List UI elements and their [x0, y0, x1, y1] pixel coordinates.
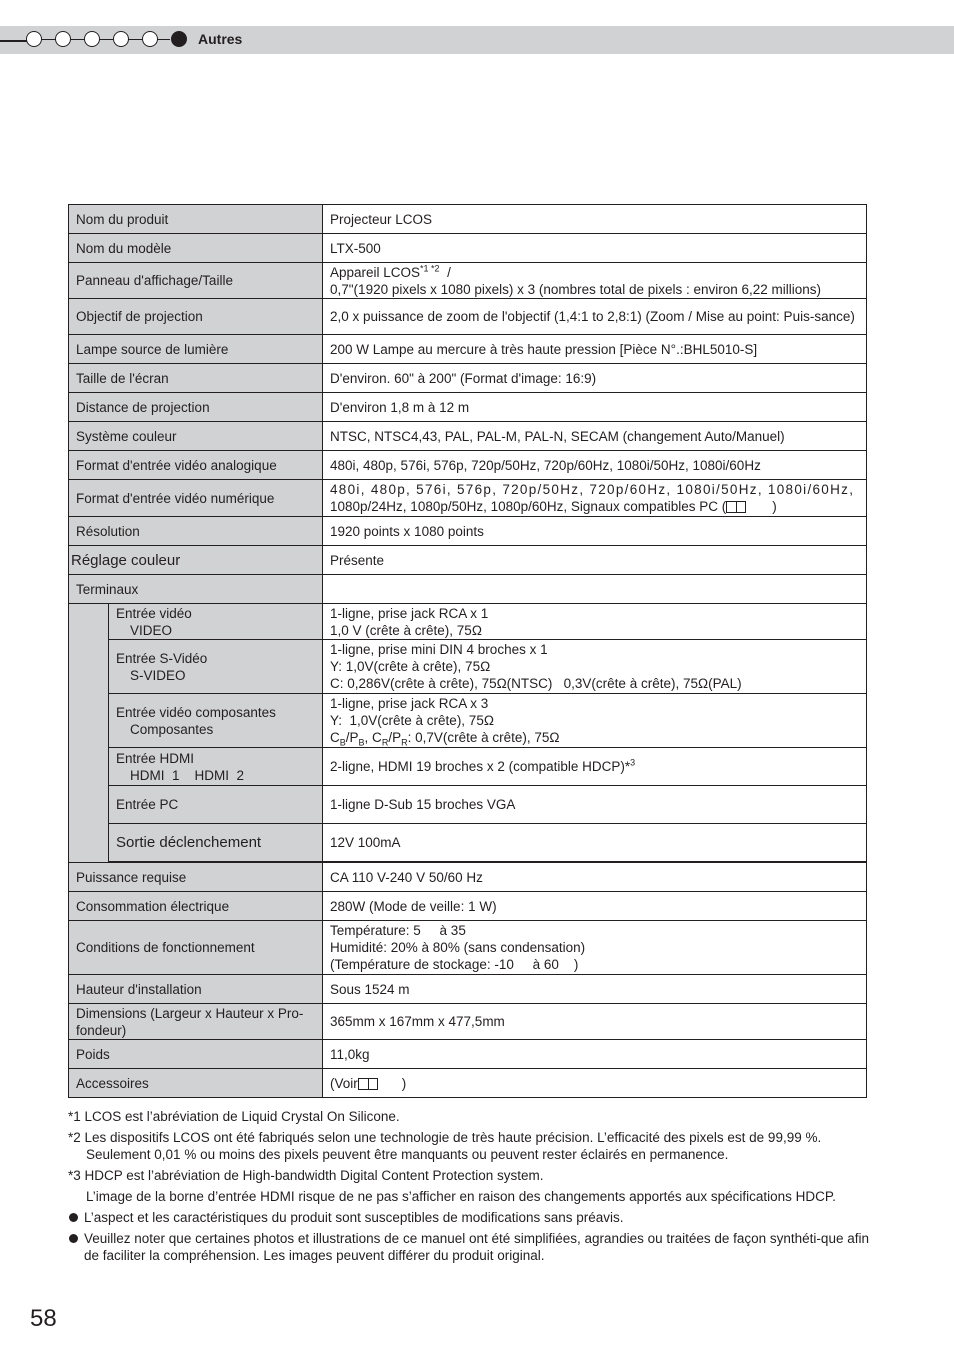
chapter-dot-4 [113, 31, 129, 47]
component-label: Entrée vidéo composantes [116, 704, 276, 720]
spec-value [323, 575, 867, 604]
spec-value: 365mm x 167mm x 477,5mm [323, 1004, 867, 1040]
chapter-dot-2 [55, 31, 71, 47]
bullet-note-1-text: L’aspect et les caractéristiques du produit sont susceptibles de modifications sans préavis. [84, 1210, 624, 1225]
spec-value [323, 1069, 867, 1098]
bullet-note-2-text: Veuillez noter que certaines photos et illustrations de ce manuel ont été simplifiées, agrandies ou traitées de façon synthéti-que afin de faciliter la compréhension. Les images peuvent différer du produit original. [84, 1231, 869, 1263]
spec-label: Accessoires [69, 1069, 323, 1098]
spec-label: Terminaux [69, 575, 323, 604]
table-row [69, 393, 867, 422]
chapter-dot-3 [84, 31, 100, 47]
digital-input-line-1: 480i, 480p, 576i, 576p, 720p/50Hz, 720p/60Hz, 1080i/50Hz, 1080i/60Hz, [330, 482, 855, 497]
spec-value: D'environ. 60" à 200" (Format d'image: 16:9) [323, 364, 867, 393]
accessories-value-end: ) [401, 1075, 407, 1091]
spec-label: Dimensions (Largeur x Hauteur x Pro-fondeur) [69, 1004, 323, 1040]
spec-value: LTX-500 [323, 234, 867, 263]
video-line-2: 1,0 V (crête à crête), 75Ω [330, 622, 482, 638]
hdmi-note: L’image de la borne d’entrée HDMI risque de ne pas s’afficher en raison des changements apportés aux spécifications HDCP. [86, 1189, 836, 1204]
component-line-1: 1-ligne, prise jack RCA x 3 [330, 696, 489, 711]
spec-label: Panneau d'affichage/Taille [69, 263, 323, 299]
component-line-2: Y: 1,0V(crête à crête), 75Ω [330, 713, 494, 728]
component-line-3-end: : 0,7V(crête à crête), 75Ω [407, 730, 560, 745]
table-row [69, 863, 867, 892]
svideo-connector: S-VIDEO [130, 667, 186, 683]
svideo-line-2: Y: 1,0V(crête à crête), 75Ω [330, 659, 491, 674]
chapter-dot-5 [142, 31, 158, 47]
spec-sublabel: Sortie déclenchement [109, 824, 323, 862]
spec-value: 280W (Mode de veille: 1 W) [323, 892, 867, 921]
spec-label: Lampe source de lumière [69, 335, 323, 364]
spec-label: Distance de projection [69, 393, 323, 422]
spec-value [323, 640, 867, 694]
table-row [69, 921, 867, 975]
spec-value: 480i, 480p, 576i, 576p, 720p/50Hz, 720p/60Hz, 1080i/50Hz, 1080i/60Hz [323, 451, 867, 480]
chapter-dot-1 [26, 31, 42, 47]
table-row [69, 1040, 867, 1069]
table-row [69, 575, 867, 604]
spec-label: Conditions de fonctionnement [69, 921, 323, 975]
bullet-note-1 [68, 1209, 874, 1226]
table-row [69, 1069, 867, 1098]
footnote-ref: 3 [630, 757, 636, 768]
footnote-1: *1 LCOS est l’abréviation de Liquid Crystal On Silicone. [68, 1109, 400, 1124]
component-line-3-mid: , C [364, 730, 382, 745]
table-row [69, 451, 867, 480]
table-row [69, 748, 867, 786]
spec-value [323, 694, 867, 748]
hdmi-value: 2-ligne, HDMI 19 broches x 2 (compatible HDCP)* [330, 759, 631, 774]
spec-sublabel [109, 640, 323, 694]
terminals-group-spacer [69, 604, 109, 863]
video-label: Entrée vidéo [116, 605, 192, 621]
spec-value: 200 W Lampe au mercure à très haute pression [Pièce N°.:BHL5010-S] [323, 335, 867, 364]
spec-label: Hauteur d'installation [69, 975, 323, 1004]
spec-label: Système couleur [69, 422, 323, 451]
footnote-3: *3 HDCP est l’abréviation de High-bandwidth Digital Content Protection system. [68, 1168, 544, 1183]
component-line-3-p2: /P [388, 730, 402, 745]
spec-label: Format d'entrée vidéo numérique [69, 480, 323, 517]
table-row [69, 517, 867, 546]
spec-label: Objectif de projection [69, 299, 323, 335]
footnote-2-line-2: Seulement 0,01 % ou moins des pixels peuvent être manquants ou peuvent rester éclairés en permanence. [86, 1147, 729, 1162]
specifications-table [68, 204, 867, 1098]
hdmi-connectors: HDMI 1 HDMI 2 [130, 767, 245, 783]
operating-line-1: Température: 5 à 35 [330, 923, 466, 938]
footnotes [68, 1108, 874, 1268]
component-line-3-p: /P [345, 730, 359, 745]
spec-label: Résolution [69, 517, 323, 546]
subscript: B [339, 737, 346, 748]
table-row [69, 892, 867, 921]
spec-value: Projecteur LCOS [323, 205, 867, 234]
table-row [69, 786, 867, 824]
digital-input-line-2-end: ) [772, 499, 777, 514]
spec-label: Taille de l'écran [69, 364, 323, 393]
svideo-line-3: C: 0,286V(crête à crête), 75Ω(NTSC) 0,3V(crête à crête), 75Ω(PAL) [330, 676, 742, 691]
spec-value: CA 110 V-240 V 50/60 Hz [323, 863, 867, 892]
spec-value: NTSC, NTSC4,43, PAL, PAL-M, PAL-N, SECAM (changement Auto/Manuel) [323, 422, 867, 451]
spec-sublabel [109, 748, 323, 786]
video-connector: VIDEO [130, 622, 173, 638]
spec-sublabel: Entrée PC [109, 786, 323, 824]
table-row [69, 824, 867, 862]
accessories-value: (Voir [330, 1075, 358, 1091]
table-row [69, 694, 867, 748]
panel-line-2: 0,7"(1920 pixels x 1080 pixels) x 3 (nombres total de pixels : environ 6,22 millions) [330, 281, 822, 297]
operating-line-3: (Température de stockage: -10 à 60 ) [330, 957, 579, 972]
spec-value: D'environ 1,8 m à 12 m [323, 393, 867, 422]
panel-line-1-end: / [439, 264, 451, 280]
spec-label: Poids [69, 1040, 323, 1069]
spec-label: Nom du produit [69, 205, 323, 234]
video-line-1: 1-ligne, prise jack RCA x 1 [330, 605, 489, 621]
spec-value: Sous 1524 m [323, 975, 867, 1004]
spec-label: Consommation électrique [69, 892, 323, 921]
section-title: Autres [198, 31, 243, 47]
bullet-icon [69, 1234, 78, 1243]
spec-value [323, 480, 867, 517]
subscript: B [358, 737, 365, 748]
table-row [69, 234, 867, 263]
component-line-3-c: C [330, 730, 340, 745]
spec-value: 12V 100mA [323, 824, 867, 862]
operating-line-2: Humidité: 20% à 80% (sans condensation) [330, 940, 586, 955]
spec-label: Nom du modèle [69, 234, 323, 263]
table-row [69, 364, 867, 393]
table-row [69, 604, 867, 640]
digital-input-line-2: 1080p/24Hz, 1080p/50Hz, 1080p/60Hz, Signaux compatibles PC ( [330, 499, 727, 514]
bullet-note-2 [68, 1230, 874, 1264]
table-row [69, 335, 867, 364]
table-row [69, 480, 867, 517]
table-row [69, 975, 867, 1004]
spec-value [323, 748, 867, 786]
table-row [69, 299, 867, 335]
table-row [69, 422, 867, 451]
spec-label: Réglage couleur [69, 546, 323, 575]
table-row [69, 1004, 867, 1040]
book-reference-icon [726, 501, 746, 513]
spec-value [323, 604, 867, 640]
spec-value: 1-ligne D-Sub 15 broches VGA [323, 786, 867, 824]
subscript: R [381, 737, 389, 748]
spec-value: Présente [323, 546, 867, 575]
component-connector: Composantes [130, 721, 214, 737]
spec-value [323, 921, 867, 975]
panel-line-1: Appareil LCOS [330, 264, 421, 280]
table-row [69, 546, 867, 575]
svideo-label: Entrée S-Vidéo [116, 650, 208, 666]
spec-value: 1920 points x 1080 points [323, 517, 867, 546]
svideo-line-1: 1-ligne, prise mini DIN 4 broches x 1 [330, 642, 548, 657]
chapter-dot-current [171, 31, 187, 47]
subscript: R [401, 737, 408, 748]
table-row [69, 640, 867, 694]
spec-label: Format d'entrée vidéo analogique [69, 451, 323, 480]
footnote-2-line-1: *2 Les dispositifs LCOS ont été fabriqués selon une technologie de très haute précision. L’efficacité des pixels est de 99,99 %. [68, 1130, 822, 1145]
book-reference-icon [358, 1078, 378, 1090]
page-number: 58 [30, 1305, 57, 1332]
spec-value [323, 263, 867, 299]
table-row [69, 205, 867, 234]
spec-value: 2,0 x puissance de zoom de l'objectif (1,4:1 to 2,8:1) (Zoom / Mise au point: Puis-sance) [323, 299, 867, 335]
spec-value: 11,0kg [323, 1040, 867, 1069]
spec-sublabel [109, 604, 323, 640]
footnote-ref: *1 *2 [420, 263, 440, 273]
bullet-icon [69, 1213, 78, 1222]
hdmi-label: Entrée HDMI [116, 750, 195, 766]
table-row [69, 263, 867, 299]
footnote-2 [68, 1129, 874, 1163]
spec-label: Puissance requise [69, 863, 323, 892]
spec-sublabel [109, 694, 323, 748]
